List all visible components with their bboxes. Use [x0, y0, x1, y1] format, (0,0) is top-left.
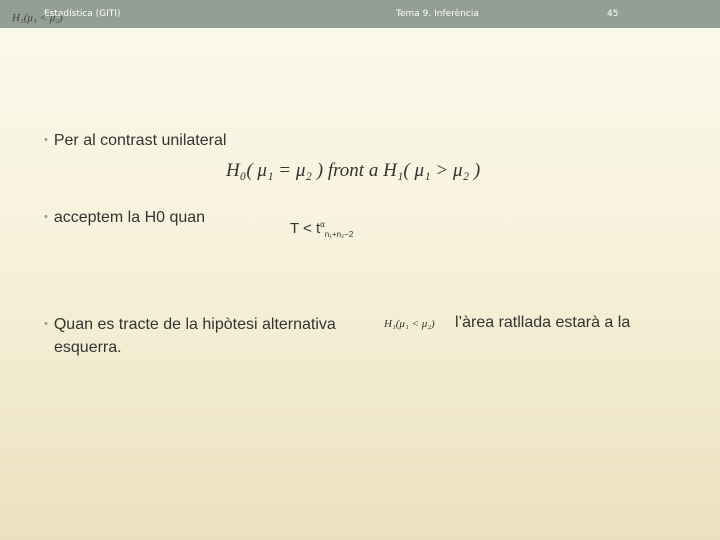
topic-title: Tema 9. Inferència — [396, 9, 479, 19]
course-title: Estadística (GITI) — [44, 9, 121, 19]
t-formula-df: n₁+n₂−2 — [324, 230, 354, 239]
bullet-text: acceptem la H0 quan — [53, 209, 206, 226]
t-formula-alpha: α — [320, 220, 325, 229]
slide-header — [0, 0, 720, 28]
bullet-text: Per al contrast unilateral — [53, 132, 227, 149]
bullet-dot-icon: • — [44, 318, 48, 330]
bullet-text-right: l’àrea ratllada estarà a la — [455, 314, 631, 331]
bullet-text: Quan es tracte de la hipòtesi alternativa — [53, 316, 336, 333]
alt-hypothesis-formula: H₁(μ₁ < μ₂) — [384, 318, 435, 330]
header-formula: H₁(μ₁ < μ₂) — [12, 12, 63, 24]
bullet-text-continuation: esquerra. — [54, 339, 122, 356]
bullet-dot-icon: • — [44, 211, 48, 223]
page-number: 45 — [607, 9, 619, 19]
t-formula-base: T < t — [290, 220, 321, 237]
bullet-accept — [44, 209, 205, 227]
bullet-dot-icon: • — [44, 134, 48, 146]
bullet-unilateral — [44, 132, 226, 150]
t-statistic-formula — [290, 220, 353, 237]
hypothesis-formula: H₀( μ₁ = μ₂ ) front a H₁( μ₁ > μ₂ ) — [226, 160, 481, 181]
bullet-alternative — [44, 314, 374, 358]
